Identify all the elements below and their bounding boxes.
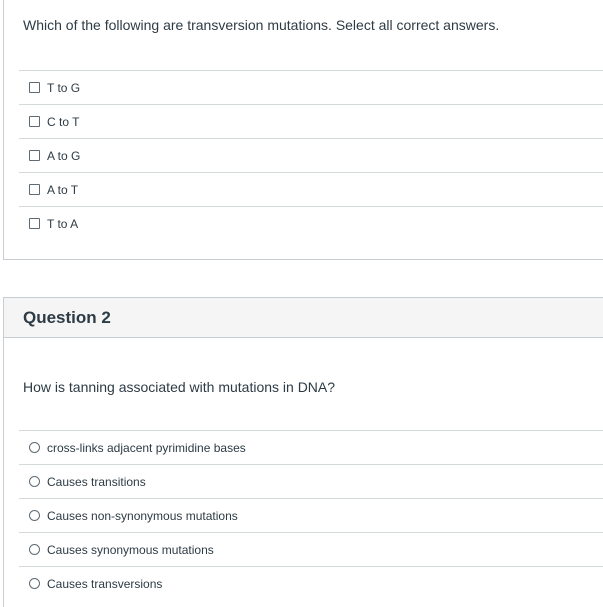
question-2-title: Question 2: [23, 307, 111, 327]
radio-icon[interactable]: [29, 578, 40, 589]
checkbox-icon[interactable]: [29, 150, 40, 161]
question-1-card: [3, 0, 603, 260]
question-1-text: Which of the following are transversion mutations. Select all correct answers.: [23, 17, 500, 33]
answer-label: C to T: [47, 114, 80, 129]
answer-label: cross-links adjacent pyrimidine bases: [47, 440, 246, 455]
question-1-answers: [19, 70, 603, 240]
answer-label: A to T: [47, 182, 79, 197]
checkbox-icon[interactable]: [29, 218, 40, 229]
answer-option-a-to-t[interactable]: [19, 172, 603, 206]
checkbox-icon[interactable]: [29, 184, 40, 195]
radio-icon[interactable]: [29, 544, 40, 555]
radio-icon[interactable]: [29, 476, 40, 487]
answer-option-c-to-t[interactable]: [19, 104, 603, 138]
radio-icon[interactable]: [29, 510, 40, 521]
answer-label: Causes synonymous mutations: [47, 542, 214, 557]
checkbox-icon[interactable]: [29, 82, 40, 93]
answer-option-synonymous[interactable]: [19, 532, 603, 566]
answer-option-a-to-g[interactable]: [19, 138, 603, 172]
answer-option-t-to-g[interactable]: [19, 70, 603, 104]
checkbox-icon[interactable]: [29, 116, 40, 127]
answer-option-t-to-a[interactable]: [19, 206, 603, 240]
answer-label: T to A: [47, 216, 79, 231]
answer-label: T to G: [47, 80, 81, 95]
question-2-header: [4, 298, 603, 338]
answer-option-cross-links[interactable]: [19, 430, 603, 464]
question-2-text: How is tanning associated with mutations in DNA?: [23, 379, 336, 395]
answer-option-transitions[interactable]: [19, 464, 603, 498]
question-2-answers: [19, 430, 603, 600]
answer-option-non-synonymous[interactable]: [19, 498, 603, 532]
answer-label: Causes transitions: [47, 474, 146, 489]
radio-icon[interactable]: [29, 442, 40, 453]
question-2-card: [3, 297, 603, 607]
answer-option-transversions[interactable]: [19, 566, 603, 600]
answer-label: Causes transversions: [47, 576, 163, 591]
answer-label: Causes non-synonymous mutations: [47, 508, 238, 523]
answer-label: A to G: [47, 148, 81, 163]
